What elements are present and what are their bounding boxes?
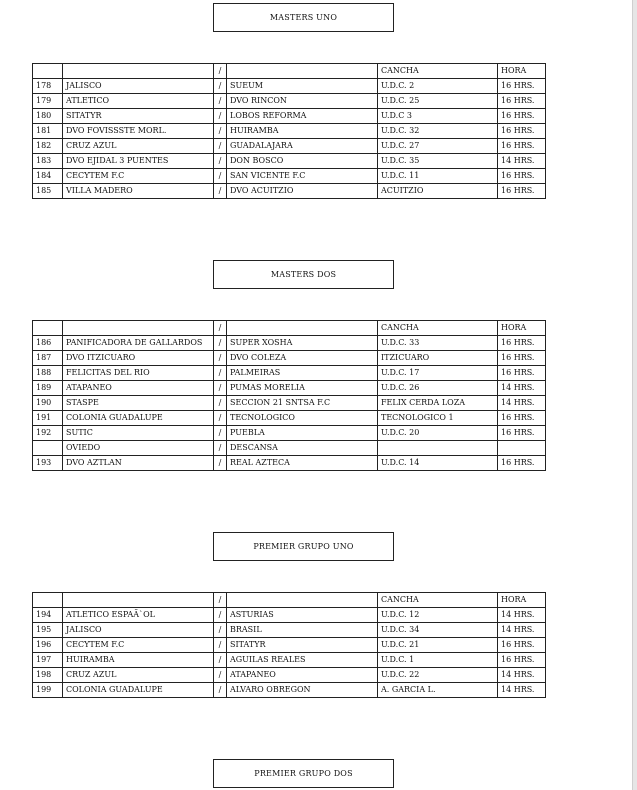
away-team-cell: ASTURIAS — [227, 608, 378, 623]
away-team-cell: DVO ACUITZIO — [227, 184, 378, 199]
header-separator-cell: / — [214, 321, 227, 336]
header-home-cell — [63, 593, 214, 608]
separator-cell: / — [214, 653, 227, 668]
court-cell: U.D.C. 12 — [378, 608, 498, 623]
time-cell — [498, 441, 546, 456]
fixture-table-premier-grupo-uno — [32, 592, 546, 698]
time-cell: 16 HRS. — [498, 139, 546, 154]
table-row — [33, 608, 546, 623]
time-cell: 16 HRS. — [498, 184, 546, 199]
time-cell: 16 HRS. — [498, 426, 546, 441]
table-row — [33, 94, 546, 109]
match-number-cell: 183 — [33, 154, 63, 169]
table-row — [33, 154, 546, 169]
away-team-cell: PALMEIRAS — [227, 366, 378, 381]
time-cell: 16 HRS. — [498, 169, 546, 184]
time-cell: 14 HRS. — [498, 623, 546, 638]
match-number-cell: 179 — [33, 94, 63, 109]
header-time-cell: HORA — [498, 64, 546, 79]
away-team-cell: DVO RINCON — [227, 94, 378, 109]
court-cell: FELIX CERDA LOZA — [378, 396, 498, 411]
home-team-cell: CECYTEM F.C — [63, 169, 214, 184]
separator-cell: / — [214, 411, 227, 426]
away-team-cell: SUEUM — [227, 79, 378, 94]
table-row — [33, 351, 546, 366]
separator-cell: / — [214, 94, 227, 109]
court-cell: U.D.C. 11 — [378, 169, 498, 184]
home-team-cell: ATLETICO — [63, 94, 214, 109]
match-number-cell: 184 — [33, 169, 63, 184]
separator-cell: / — [214, 396, 227, 411]
home-team-cell: ATAPANEO — [63, 381, 214, 396]
court-cell: U.D.C. 22 — [378, 668, 498, 683]
time-cell: 14 HRS. — [498, 608, 546, 623]
home-team-cell: CRUZ AZUL — [63, 139, 214, 154]
page-edge — [632, 0, 637, 790]
home-team-cell: STASPE — [63, 396, 214, 411]
home-team-cell: ATLETICO ESPAÃ`OL — [63, 608, 214, 623]
time-cell: 16 HRS. — [498, 109, 546, 124]
match-number-cell: 196 — [33, 638, 63, 653]
table-row — [33, 668, 546, 683]
table-row — [33, 336, 546, 351]
table-row — [33, 124, 546, 139]
match-number-cell: 193 — [33, 456, 63, 471]
header-separator-cell: / — [214, 64, 227, 79]
home-team-cell: CECYTEM F.C — [63, 638, 214, 653]
separator-cell: / — [214, 79, 227, 94]
home-team-cell: COLONIA GUADALUPE — [63, 683, 214, 698]
time-cell: 14 HRS. — [498, 668, 546, 683]
away-team-cell: REAL AZTECA — [227, 456, 378, 471]
away-team-cell: SUPER XOSHA — [227, 336, 378, 351]
home-team-cell: CRUZ AZUL — [63, 668, 214, 683]
table-row — [33, 411, 546, 426]
court-cell: ITZICUARO — [378, 351, 498, 366]
table-header-row — [33, 593, 546, 608]
section-title-premier-grupo-dos: PREMIER GRUPO DOS — [213, 759, 394, 788]
match-number-cell: 199 — [33, 683, 63, 698]
time-cell: 16 HRS. — [498, 366, 546, 381]
match-number-cell: 191 — [33, 411, 63, 426]
away-team-cell: ALVARO OBREGON — [227, 683, 378, 698]
court-cell: U.D.C. 1 — [378, 653, 498, 668]
table-row — [33, 139, 546, 154]
home-team-cell: SUTIC — [63, 426, 214, 441]
court-cell: TECNOLOGICO 1 — [378, 411, 498, 426]
separator-cell: / — [214, 623, 227, 638]
away-team-cell: PUEBLA — [227, 426, 378, 441]
time-cell: 16 HRS. — [498, 79, 546, 94]
separator-cell: / — [214, 381, 227, 396]
header-home-cell — [63, 321, 214, 336]
match-number-cell: 195 — [33, 623, 63, 638]
match-number-cell: 180 — [33, 109, 63, 124]
table-row — [33, 623, 546, 638]
header-court-cell: CANCHA — [378, 593, 498, 608]
court-cell: U.D.C. 34 — [378, 623, 498, 638]
time-cell: 16 HRS. — [498, 351, 546, 366]
away-team-cell: BRASIL — [227, 623, 378, 638]
header-separator-cell: / — [214, 593, 227, 608]
time-cell: 16 HRS. — [498, 653, 546, 668]
match-number-cell: 187 — [33, 351, 63, 366]
court-cell: U.D.C. 17 — [378, 366, 498, 381]
separator-cell: / — [214, 683, 227, 698]
away-team-cell: TECNOLOGICO — [227, 411, 378, 426]
header-num-cell — [33, 321, 63, 336]
table-header-row — [33, 64, 546, 79]
separator-cell: / — [214, 336, 227, 351]
home-team-cell: SITATYR — [63, 109, 214, 124]
home-team-cell: DVO EJIDAL 3 PUENTES — [63, 154, 214, 169]
header-time-cell: HORA — [498, 593, 546, 608]
home-team-cell: DVO AZTLAN — [63, 456, 214, 471]
match-number-cell: 181 — [33, 124, 63, 139]
home-team-cell: JALISCO — [63, 623, 214, 638]
home-team-cell: COLONIA GUADALUPE — [63, 411, 214, 426]
header-time-cell: HORA — [498, 321, 546, 336]
section-title-masters-dos: MASTERS DOS — [213, 260, 394, 289]
separator-cell: / — [214, 351, 227, 366]
table-row — [33, 79, 546, 94]
match-number-cell: 197 — [33, 653, 63, 668]
match-number-cell: 185 — [33, 184, 63, 199]
separator-cell: / — [214, 124, 227, 139]
match-number-cell: 189 — [33, 381, 63, 396]
away-team-cell: DESCANSA — [227, 441, 378, 456]
court-cell: A. GARCIA L. — [378, 683, 498, 698]
table-row — [33, 456, 546, 471]
table-row — [33, 426, 546, 441]
table-row — [33, 653, 546, 668]
away-team-cell: ATAPANEO — [227, 668, 378, 683]
away-team-cell: SAN VICENTE F.C — [227, 169, 378, 184]
match-number-cell: 188 — [33, 366, 63, 381]
court-cell: U.D.C. 25 — [378, 94, 498, 109]
court-cell: U.D.C. 35 — [378, 154, 498, 169]
away-team-cell: DON BOSCO — [227, 154, 378, 169]
table-row — [33, 109, 546, 124]
court-cell: U.D.C. 20 — [378, 426, 498, 441]
court-cell: U.D.C. 27 — [378, 139, 498, 154]
home-team-cell: JALISCO — [63, 79, 214, 94]
header-home-cell — [63, 64, 214, 79]
court-cell: U.D.C. 33 — [378, 336, 498, 351]
header-court-cell: CANCHA — [378, 321, 498, 336]
home-team-cell: VILLA MADERO — [63, 184, 214, 199]
home-team-cell: HUIRAMBA — [63, 653, 214, 668]
table-row — [33, 441, 546, 456]
header-away-cell — [227, 593, 378, 608]
home-team-cell: PANIFICADORA DE GALLARDOS — [63, 336, 214, 351]
match-number-cell: 186 — [33, 336, 63, 351]
separator-cell: / — [214, 668, 227, 683]
match-number-cell: 182 — [33, 139, 63, 154]
header-court-cell: CANCHA — [378, 64, 498, 79]
court-cell: U.D.C. 14 — [378, 456, 498, 471]
table-row — [33, 381, 546, 396]
match-number-cell: 198 — [33, 668, 63, 683]
home-team-cell: OVIEDO — [63, 441, 214, 456]
court-cell: U.D.C. 2 — [378, 79, 498, 94]
away-team-cell: AGUILAS REALES — [227, 653, 378, 668]
header-num-cell — [33, 64, 63, 79]
header-away-cell — [227, 64, 378, 79]
court-cell: U.D.C. 32 — [378, 124, 498, 139]
separator-cell: / — [214, 441, 227, 456]
time-cell: 16 HRS. — [498, 94, 546, 109]
section-title-masters-uno: MASTERS UNO — [213, 3, 394, 32]
time-cell: 16 HRS. — [498, 336, 546, 351]
home-team-cell: DVO FOVISSSTE MORL. — [63, 124, 214, 139]
separator-cell: / — [214, 184, 227, 199]
header-num-cell — [33, 593, 63, 608]
time-cell: 14 HRS. — [498, 381, 546, 396]
time-cell: 16 HRS. — [498, 124, 546, 139]
time-cell: 14 HRS. — [498, 683, 546, 698]
away-team-cell: GUADALAJARA — [227, 139, 378, 154]
separator-cell: / — [214, 109, 227, 124]
home-team-cell: DVO ITZICUARO — [63, 351, 214, 366]
separator-cell: / — [214, 456, 227, 471]
section-title-premier-grupo-uno: PREMIER GRUPO UNO — [213, 532, 394, 561]
match-number-cell: 194 — [33, 608, 63, 623]
time-cell: 16 HRS. — [498, 456, 546, 471]
table-header-row — [33, 321, 546, 336]
header-away-cell — [227, 321, 378, 336]
court-cell — [378, 441, 498, 456]
fixture-table-masters-dos — [32, 320, 546, 471]
home-team-cell: FELICITAS DEL RIO — [63, 366, 214, 381]
separator-cell: / — [214, 608, 227, 623]
match-number-cell: 190 — [33, 396, 63, 411]
separator-cell: / — [214, 638, 227, 653]
match-number-cell: 178 — [33, 79, 63, 94]
time-cell: 14 HRS. — [498, 396, 546, 411]
match-number-cell: 192 — [33, 426, 63, 441]
away-team-cell: HUIRAMBA — [227, 124, 378, 139]
time-cell: 16 HRS. — [498, 638, 546, 653]
separator-cell: / — [214, 426, 227, 441]
table-row — [33, 184, 546, 199]
away-team-cell: PUMAS MORELIA — [227, 381, 378, 396]
fixture-table-masters-uno — [32, 63, 546, 199]
away-team-cell: SITATYR — [227, 638, 378, 653]
separator-cell: / — [214, 366, 227, 381]
table-row — [33, 683, 546, 698]
time-cell: 16 HRS. — [498, 411, 546, 426]
separator-cell: / — [214, 139, 227, 154]
match-number-cell — [33, 441, 63, 456]
away-team-cell: SECCION 21 SNTSA F.C — [227, 396, 378, 411]
table-row — [33, 169, 546, 184]
court-cell: U.D.C 3 — [378, 109, 498, 124]
separator-cell: / — [214, 169, 227, 184]
time-cell: 14 HRS. — [498, 154, 546, 169]
table-row — [33, 366, 546, 381]
away-team-cell: LOBOS REFORMA — [227, 109, 378, 124]
separator-cell: / — [214, 154, 227, 169]
table-row — [33, 638, 546, 653]
table-row — [33, 396, 546, 411]
court-cell: U.D.C. 21 — [378, 638, 498, 653]
court-cell: U.D.C. 26 — [378, 381, 498, 396]
court-cell: ACUITZIO — [378, 184, 498, 199]
away-team-cell: DVO COLEZA — [227, 351, 378, 366]
